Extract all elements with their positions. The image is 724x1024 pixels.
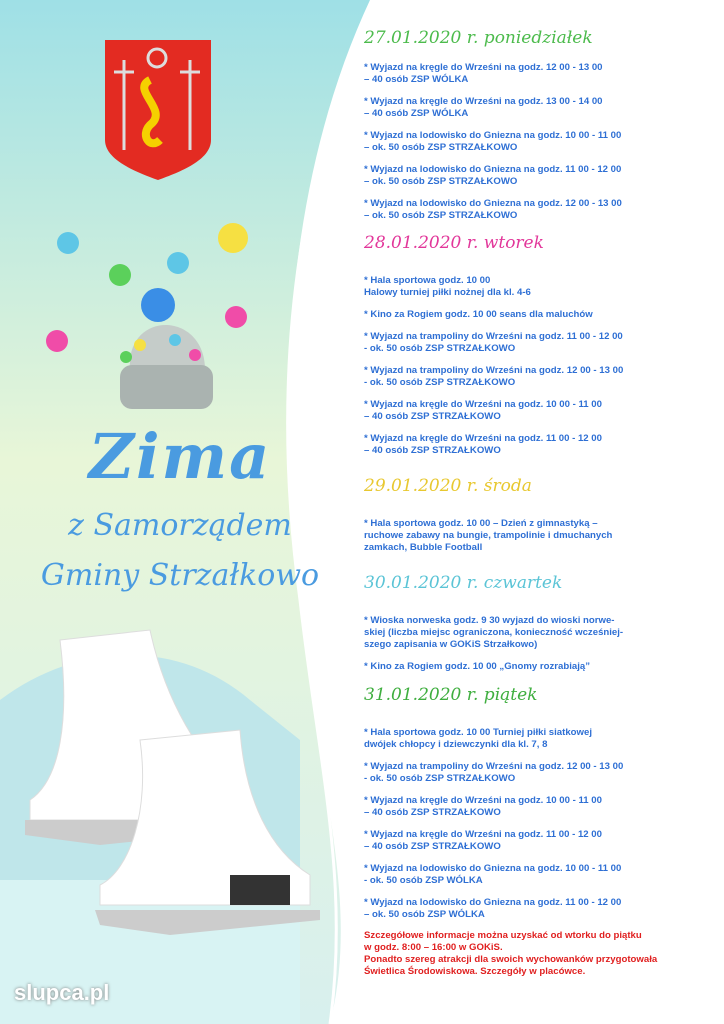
list-item: * Wyjazd na kręgle do Wrześni na godz. 13 00 - 14 00 – 40 osób ZSP WÓLKA bbox=[364, 96, 603, 119]
day-tuesday bbox=[364, 233, 714, 467]
list-item: * Hala sportowa godz. 10 00 Turniej piłki siatkowej dwójek chłopcy i dziewczynki dla kl. 7, 8 bbox=[364, 727, 593, 750]
day-heading: 29.01.2020 r. środa bbox=[364, 476, 532, 496]
list-item: * Wyjazd na kręgle do Wrześni na godz. 10 00 - 11 00 – 40 osób ZSP STRZAŁKOWO bbox=[364, 795, 602, 818]
coat-of-arms-icon bbox=[105, 40, 211, 180]
list-item: * Wyjazd na lodowisko do Gniezna na godz. 10 00 - 11 00 - ok. 50 osób ZSP WÓLKA bbox=[364, 863, 622, 886]
list-item: * Hala sportowa godz. 10 00 Halowy turniej piłki nożnej dla kl. 4-6 bbox=[364, 275, 531, 298]
day-wednesday bbox=[364, 476, 714, 564]
list-item: * Hala sportowa godz. 10 00 – Dzień z gimnastyką – ruchowe zabawy na bungie, trampolinie i dmuchanych zamkach, Bubble Football bbox=[364, 518, 613, 553]
info-note: Szczegółowe informacje można uzyskać od wtorku do piątku w godz. 8:00 – 16:00 w GOKiS. Ponadto szereg atrakcji dla swoich wychowanków przygotowała Świetlica Środowiskowa. Szczegóły w placówce. bbox=[364, 930, 658, 977]
list-item: * Wyjazd na kręgle do Wrześni na godz. 11 00 - 12 00 – 40 osób ZSP STRZAŁKOWO bbox=[364, 829, 602, 852]
list-item: * Wyjazd na kręgle do Wrześni na godz. 10 00 - 11 00 – 40 osób ZSP STRZAŁKOWO bbox=[364, 399, 602, 422]
list-item: * Wyjazd na kręgle do Wrześni na godz. 12 00 - 13 00 – 40 osób ZSP WÓLKA bbox=[364, 62, 603, 85]
title-line2: z Samorządem bbox=[68, 508, 292, 543]
list-item: * Wyjazd na lodowisko do Gniezna na godz. 12 00 - 13 00 – ok. 50 osób ZSP STRZAŁKOWO bbox=[364, 198, 622, 221]
list-item: * Wyjazd na lodowisko do Gniezna na godz. 11 00 - 12 00 – ok. 50 osób ZSP WÓLKA bbox=[364, 897, 622, 920]
day-thursday bbox=[364, 573, 714, 683]
list-item: * Wyjazd na lodowisko do Gniezna na godz. 11 00 - 12 00 – ok. 50 osób ZSP STRZAŁKOWO bbox=[364, 164, 622, 187]
day-heading: 27.01.2020 r. poniedziałek bbox=[364, 28, 593, 48]
watermark: slupca.pl bbox=[14, 980, 110, 1005]
list-item: * Kino za Rogiem godz. 10 00 „Gnomy rozrabiają” bbox=[364, 661, 591, 672]
list-item: * Kino za Rogiem godz. 10 00 seans dla maluchów bbox=[364, 309, 593, 320]
title-line3: Gminy Strzałkowo bbox=[40, 558, 320, 593]
list-item: * Wioska norweska godz. 9 30 wyjazd do wioski norwe- skiej (liczba miejsc ograniczona, konieczność wcześniej- szego zapisania w GOKiS Strzałkowo) bbox=[364, 615, 624, 650]
day-friday bbox=[364, 685, 714, 931]
day-heading: 28.01.2020 r. wtorek bbox=[364, 233, 544, 253]
day-heading: 31.01.2020 r. piątek bbox=[364, 685, 538, 705]
list-item: * Wyjazd na trampoliny do Wrześni na godz. 11 00 - 12 00 - ok. 50 osób ZSP STRZAŁKOWO bbox=[364, 331, 623, 354]
list-item: * Wyjazd na trampoliny do Wrześni na godz. 12 00 - 13 00 - ok. 50 osób ZSP STRZAŁKOWO bbox=[364, 365, 624, 388]
list-item: * Wyjazd na kręgle do Wrześni na godz. 11 00 - 12 00 – 40 osób ZSP STRZAŁKOWO bbox=[364, 433, 602, 456]
day-heading: 30.01.2020 r. czwartek bbox=[364, 573, 563, 593]
title-main: Zima bbox=[88, 420, 272, 493]
day-monday bbox=[364, 28, 714, 232]
list-item: * Wyjazd na lodowisko do Gniezna na godz. 10 00 - 11 00 – ok. 50 osób ZSP STRZAŁKOWO bbox=[364, 130, 622, 153]
list-item: * Wyjazd na trampoliny do Wrześni na godz. 12 00 - 13 00 - ok. 50 osób ZSP STRZAŁKOWO bbox=[364, 761, 624, 784]
